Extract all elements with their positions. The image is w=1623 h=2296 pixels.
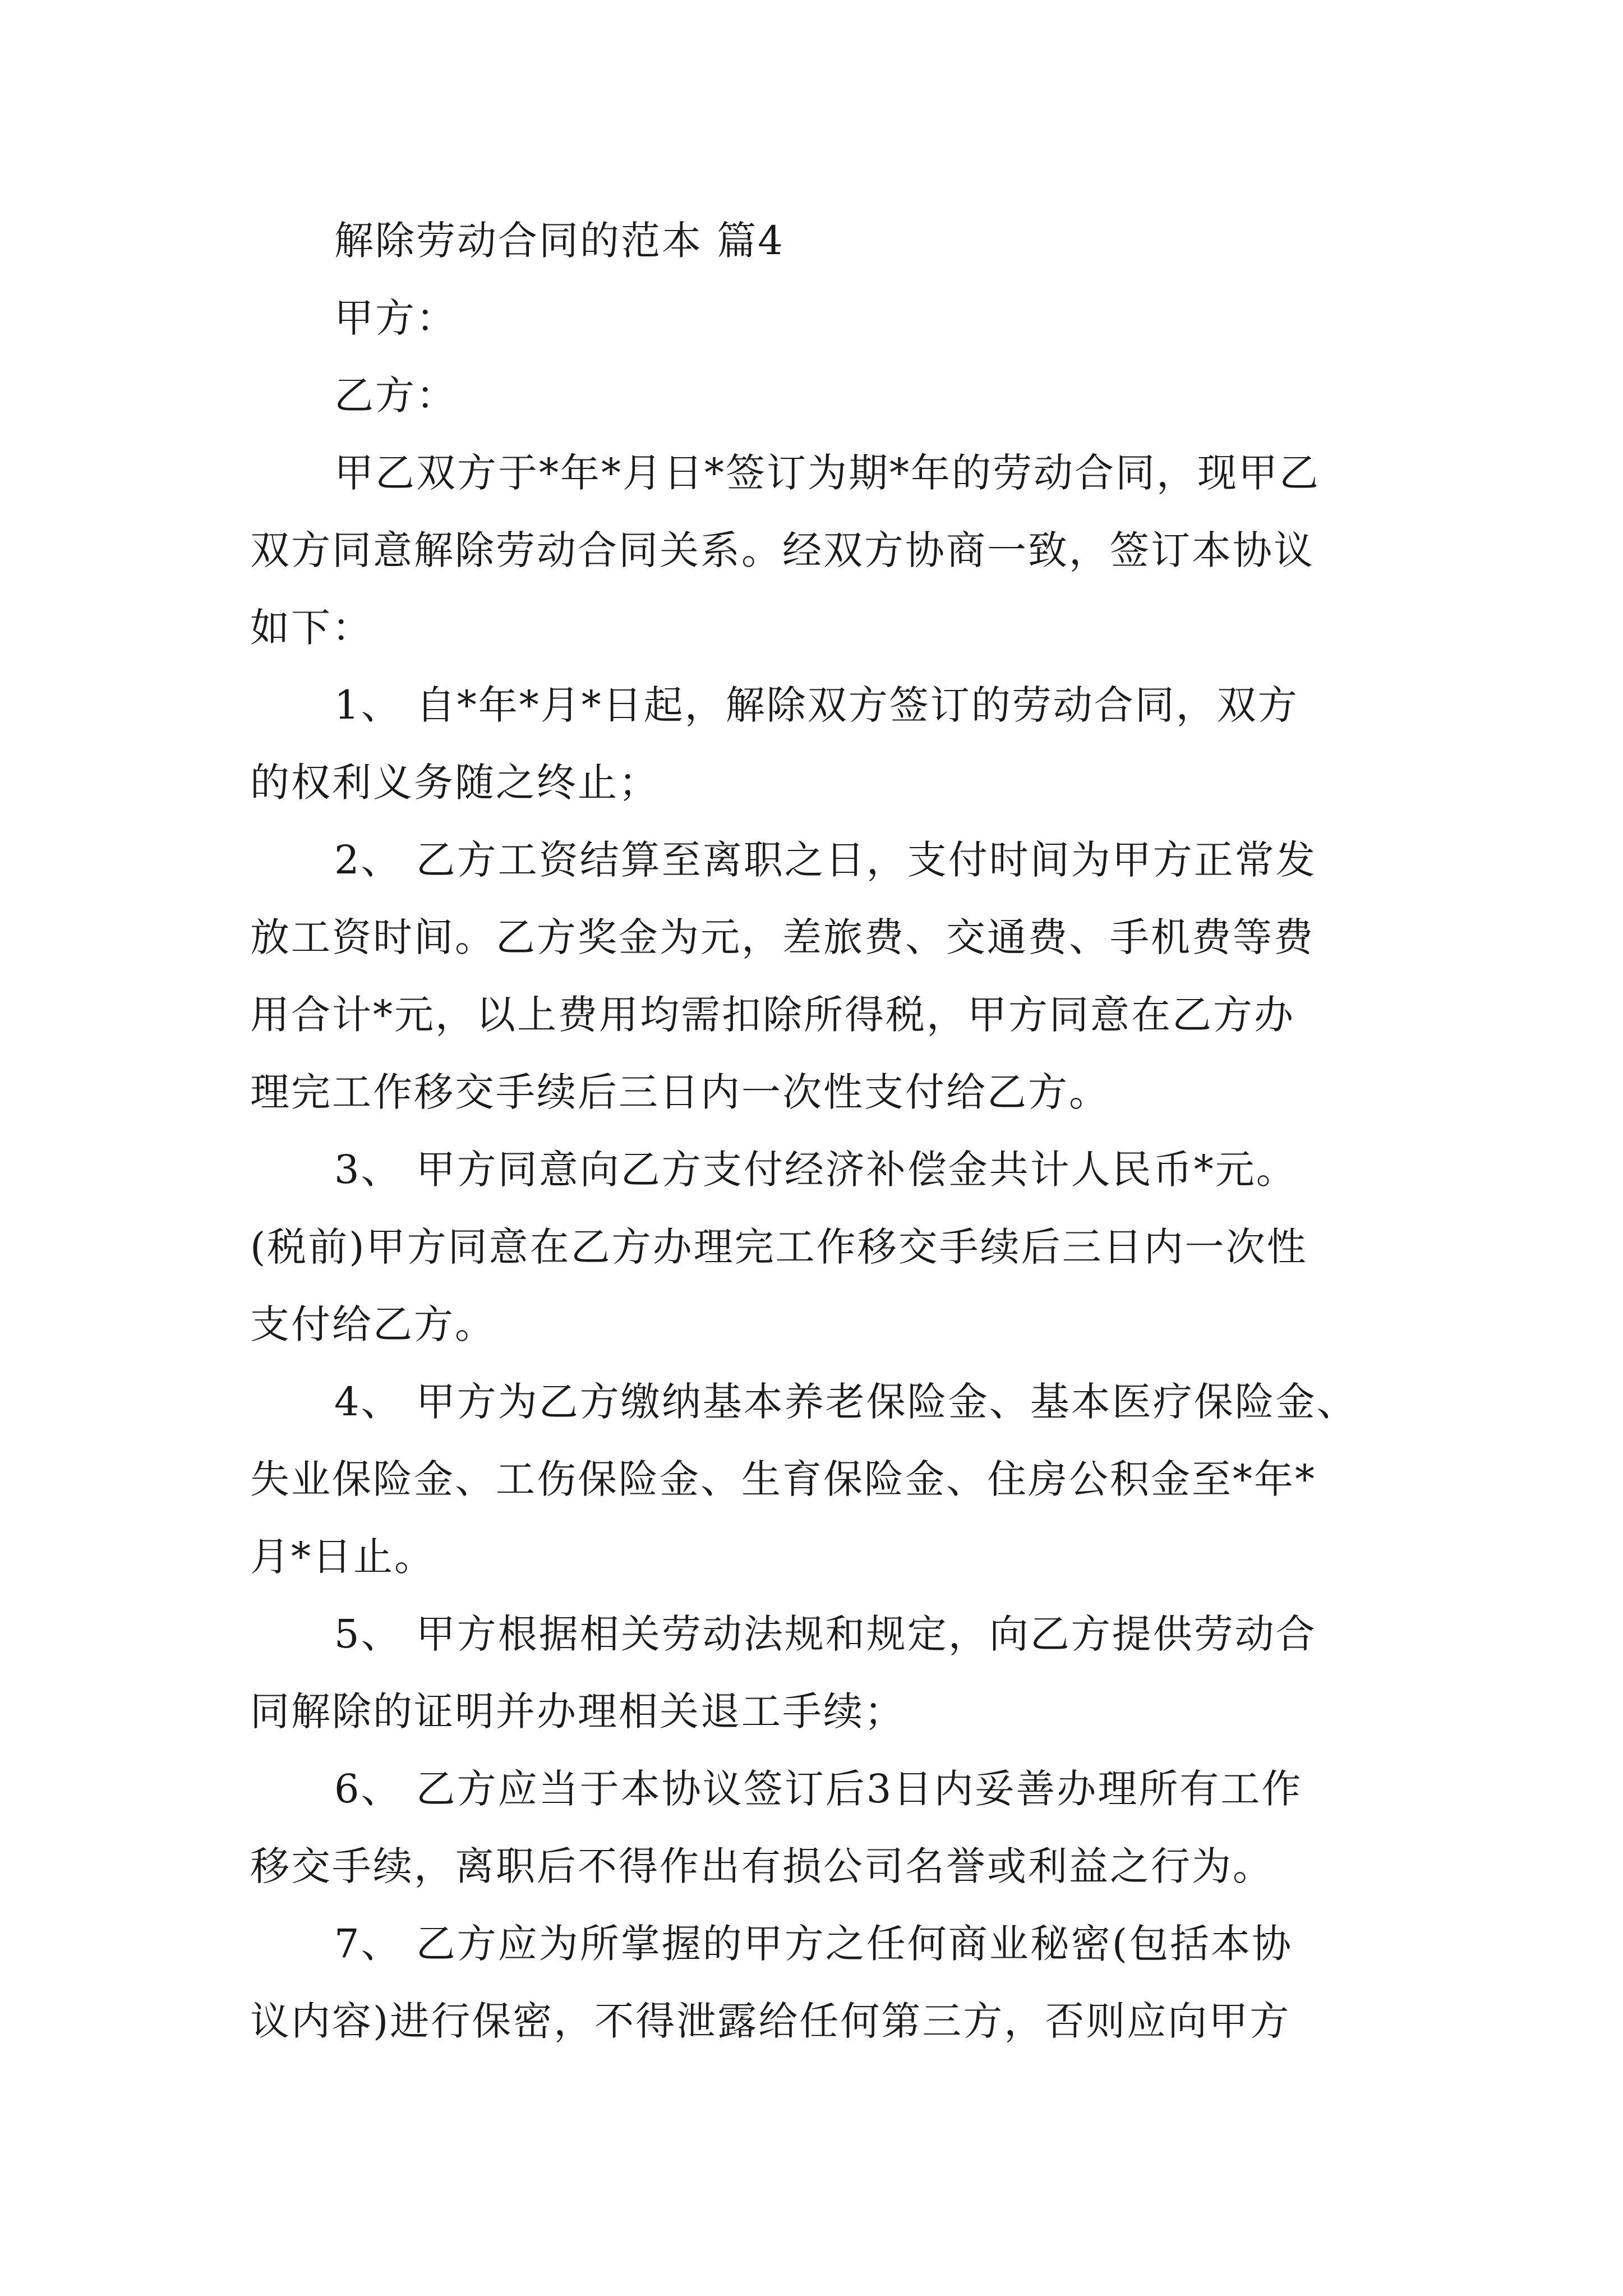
text-line: 5、 甲方根据相关劳动法规和规定，向乙方提供劳动合: [334, 1611, 1317, 1657]
paragraph-lines: [250, 279, 1383, 2060]
text-line: 双方同意解除劳动合同关系。经双方协商一致，签订本协议: [250, 527, 1315, 573]
text-line: 支付给乙方。: [250, 1301, 496, 1347]
text-line: 议内容)进行保密，不得泄露给任何第三方，否则应向甲方: [250, 1998, 1291, 2044]
text-line: 月*日止。: [250, 1534, 435, 1580]
text-line: 同解除的证明并办理相关退工手续；: [250, 1688, 905, 1734]
text-line: 放工资时间。乙方奖金为元，差旅费、交通费、手机费等费: [250, 914, 1315, 960]
text-line: 6、 乙方应当于本协议签订后3日内妥善办理所有工作: [334, 1766, 1303, 1812]
text-line: 移交手续，离职后不得作出有损公司名誉或利益之行为。: [250, 1843, 1274, 1889]
text-line: 乙方：: [334, 372, 457, 418]
text-line: 如下：: [250, 605, 373, 651]
text-line: 失业保险金、工伤保险金、生育保险金、住房公积金至*年*: [250, 1456, 1316, 1502]
document-body: [250, 202, 1383, 2060]
text-line: 甲方：: [334, 295, 457, 341]
text-line: 理完工作移交手续后三日内一次性支付给乙方。: [250, 1069, 1110, 1115]
text-line: 1、 自*年*月*日起，解除双方签订的劳动合同，双方: [334, 682, 1299, 728]
text-line: 2、 乙方工资结算至离职之日，支付时间为甲方正常发: [334, 837, 1317, 883]
text-line: 甲乙双方于*年*月日*签订为期*年的劳动合同，现甲乙: [334, 450, 1320, 496]
text-line: 的权利义务随之终止；: [250, 760, 660, 806]
text-line: 用合计*元，以上费用均需扣除所得税，甲方同意在乙方办: [250, 992, 1295, 1038]
text-line: 4、 甲方为乙方缴纳基本养老保险金、基本医疗保险金、: [334, 1379, 1358, 1425]
text-line: 3、 甲方同意向乙方支付经济补偿金共计人民币*元。: [334, 1147, 1297, 1193]
document-title: 解除劳动合同的范本 篇4: [334, 218, 785, 264]
text-line: 7、 乙方应为所掌握的甲方之任何商业秘密(包括本协: [334, 1921, 1293, 1967]
text-line: (税前)甲方同意在乙方办理完工作移交手续后三日内一次性: [250, 1224, 1308, 1270]
